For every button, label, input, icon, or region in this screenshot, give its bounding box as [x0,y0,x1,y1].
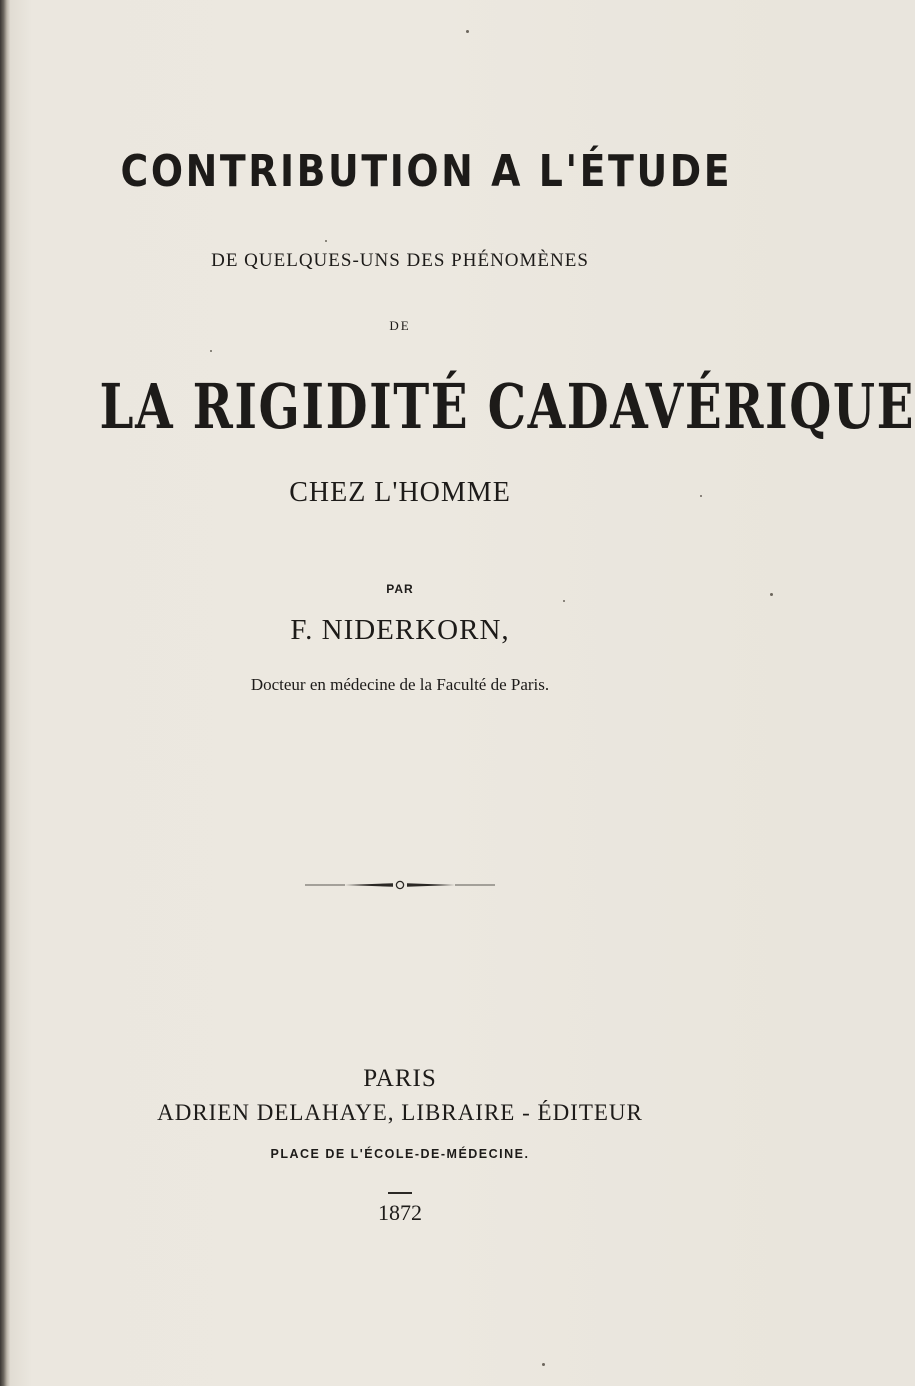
ornamental-divider [305,880,495,890]
paper-speck [700,495,702,497]
imprint-publisher: ADRIEN DELAHAYE, LIBRAIRE - ÉDITEUR [157,1100,643,1125]
main-title-line-1: CONTRIBUTION A L'ÉTUDE [120,146,733,197]
short-rule [388,1192,412,1194]
imprint-year: 1872 [378,1200,422,1225]
paper-speck [542,1363,545,1366]
paper-speck [210,350,212,352]
by-label: PAR [386,582,414,596]
main-title-line-2: DE QUELQUES-UNS DES PHÉNOMÈNES [211,250,589,271]
paper-speck [770,593,773,596]
paper-speck [325,240,327,242]
paper-speck [563,600,565,602]
main-title-line-4: LA RIGIDITÉ CADAVÉRIQUE [99,370,915,443]
paper-speck [466,30,469,33]
imprint-address: PLACE DE L'ÉCOLE-DE-MÉDECINE. [270,1147,530,1161]
main-title-line-3: DE [389,318,411,333]
main-title-line-5: CHEZ L'HOMME [289,477,511,508]
author-credentials: Docteur en médecine de la Faculté de Paris. [250,675,550,694]
author-name: F. NIDERKORN, [290,614,510,646]
imprint-city: PARIS [363,1065,437,1092]
